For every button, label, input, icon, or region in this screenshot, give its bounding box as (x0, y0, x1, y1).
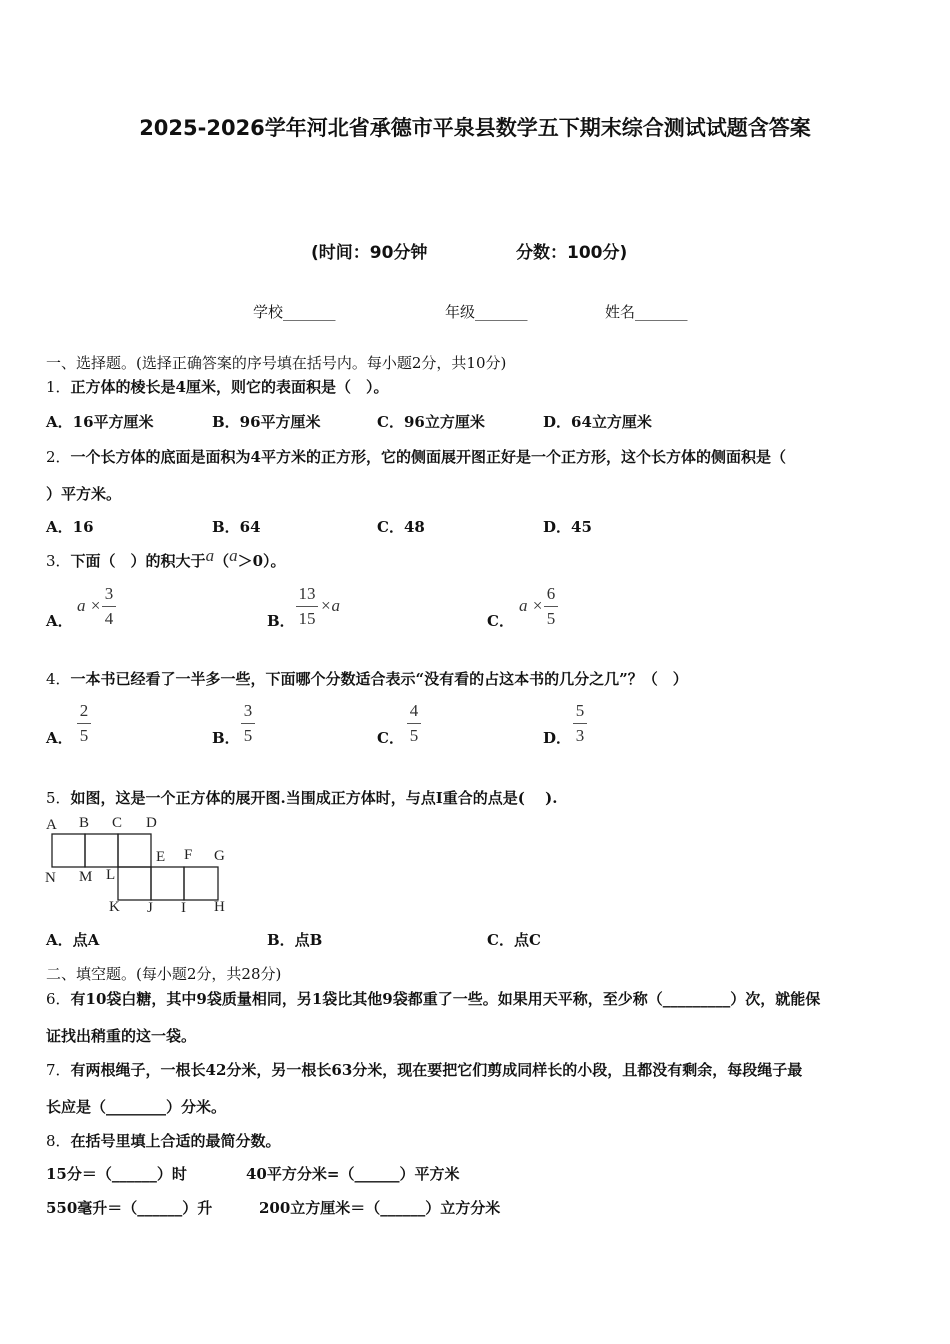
question-7 (46, 1059, 802, 1080)
school-field: 学校_______ (253, 303, 336, 321)
question-text: 在括号里填上合适的最简分数。 (70, 1132, 281, 1150)
q3-option-c-label: C． (487, 612, 514, 630)
question-8 (46, 1130, 281, 1151)
q4-option-a-fraction: 2 5 (77, 701, 91, 746)
net-label-e: E (156, 849, 166, 865)
net-label-k: K (109, 899, 120, 915)
grade-field: 年级_______ (445, 303, 528, 321)
question-number: 3． (46, 552, 71, 570)
net-label-h: H (214, 899, 225, 915)
question-4 (46, 668, 688, 689)
name-field: 姓名_______ (605, 303, 688, 321)
net-label-f: F (184, 847, 193, 863)
q4-option-c-fraction: 4 5 (407, 701, 421, 746)
q3-option-c-expr: a × (519, 596, 544, 615)
q8-item-4: 200立方厘米＝（______）立方分米 (259, 1199, 501, 1217)
question-number: 5． (46, 789, 71, 807)
variable-a: a (229, 546, 238, 565)
q5-option-c: C．点C (487, 931, 541, 949)
q5-option-a: A．点A (46, 931, 100, 949)
net-label-m: M (79, 869, 93, 885)
question-text: 正方体的棱长是4厘米，则它的表面积是（ ）。 (70, 378, 389, 396)
question-number: 1． (46, 378, 71, 396)
question-text: 一本书已经看了一半多一些，下面哪个分数适合表示“没有看的占这本书的几分之几”？（ ） (70, 670, 688, 688)
q2-option-c: C．48 (377, 518, 425, 536)
variable-a: a (205, 546, 215, 565)
question-number: 2． (46, 448, 71, 466)
q4-option-b-fraction: 3 5 (241, 701, 255, 746)
section1-heading: 一、选择题。(选择正确答案的序号填在括号内。每小题2分，共10分) (46, 354, 507, 372)
q1-option-d: D．64立方厘米 (543, 413, 652, 431)
cube-net-squares (52, 834, 218, 900)
question-number: 4． (46, 670, 71, 688)
question-text: 如图，这是一个正方体的展开图.当围成正方体时，与点I重合的点是( ). (70, 789, 558, 807)
question-5 (46, 787, 557, 808)
question-text-line1: 有两根绳子，一根长42分米，另一根长63分米，现在要把它们剪成同样长的小段，且都没有剩余，每段绳子最 (70, 1061, 803, 1079)
question-number: 8． (46, 1132, 71, 1150)
question-text-line2: ）平方米。 (46, 485, 122, 503)
net-label-i: I (181, 900, 186, 916)
q4-option-d-fraction: 5 3 (573, 701, 587, 746)
net-label-l: L (106, 867, 116, 883)
net-label-b: B (79, 815, 90, 831)
q3-option-b-expr: ×a (320, 596, 340, 615)
q8-item-1: 15分＝（______）时 (46, 1165, 187, 1183)
q3-option-b-label: B． (267, 612, 295, 630)
net-label-d: D (146, 815, 157, 831)
q3-option-c-fraction: 6 5 (544, 584, 558, 629)
q2-option-b: B．64 (212, 518, 261, 536)
question-number: 7． (46, 1061, 71, 1079)
question-2 (46, 446, 786, 467)
question-3: 3．下面（ ）的积大于a（a＞0）。 (46, 546, 286, 570)
q4-option-c-label: C． (377, 729, 404, 747)
question-6 (46, 988, 820, 1009)
q1-option-a: A．16平方厘米 (46, 413, 154, 431)
q3-option-a-fraction: 3 4 (102, 584, 116, 629)
question-number: 6． (46, 990, 71, 1008)
exam-time: (时间：90分钟 (311, 243, 428, 263)
page-title: 2025-2026学年河北省承德市平泉县数学五下期末综合测试试题含答案 (139, 116, 811, 140)
question-text-line1: 一个长方体的底面是面积为4平方米的正方形，它的侧面展开图正好是一个正方形，这个长方体的侧面积是（ (70, 448, 786, 466)
q4-option-b-label: B． (212, 729, 240, 747)
net-label-j: J (147, 900, 153, 916)
section2-heading: 二、填空题。(每小题2分，共28分) (46, 965, 282, 983)
cube-net-diagram (44, 814, 244, 916)
q2-option-a: A．16 (46, 518, 94, 536)
q1-option-c: C．96立方厘米 (377, 413, 485, 431)
net-label-g: G (214, 848, 225, 864)
net-label-c: C (112, 815, 123, 831)
question-text-line1: 有10袋白糖，其中9袋质量相同，另1袋比其他9袋都重了一些。如果用天平称，至少称（_________）次，就能保 (70, 990, 821, 1008)
net-label-n: N (45, 870, 56, 886)
q5-option-b: B．点B (267, 931, 323, 949)
q3-option-b-fraction: 13 15 (296, 584, 318, 629)
net-label-a: A (46, 817, 57, 833)
q3-option-a-label: A． (46, 612, 73, 630)
q8-item-2: 40平方分米=（______）平方米 (246, 1165, 460, 1183)
q2-option-d: D．45 (543, 518, 592, 536)
question-text-line2: 长应是（________）分米。 (46, 1098, 227, 1116)
exam-score: 分数：100分) (516, 243, 628, 263)
q8-item-3: 550毫升＝（______）升 (46, 1199, 213, 1217)
q4-option-a-label: A． (46, 729, 73, 747)
q3-option-a-expr: a × (77, 596, 102, 615)
q4-option-d-label: D． (543, 729, 572, 747)
q1-option-b: B．96平方厘米 (212, 413, 321, 431)
question-1 (46, 376, 389, 397)
question-text-line2: 证找出稍重的这一袋。 (46, 1027, 197, 1045)
